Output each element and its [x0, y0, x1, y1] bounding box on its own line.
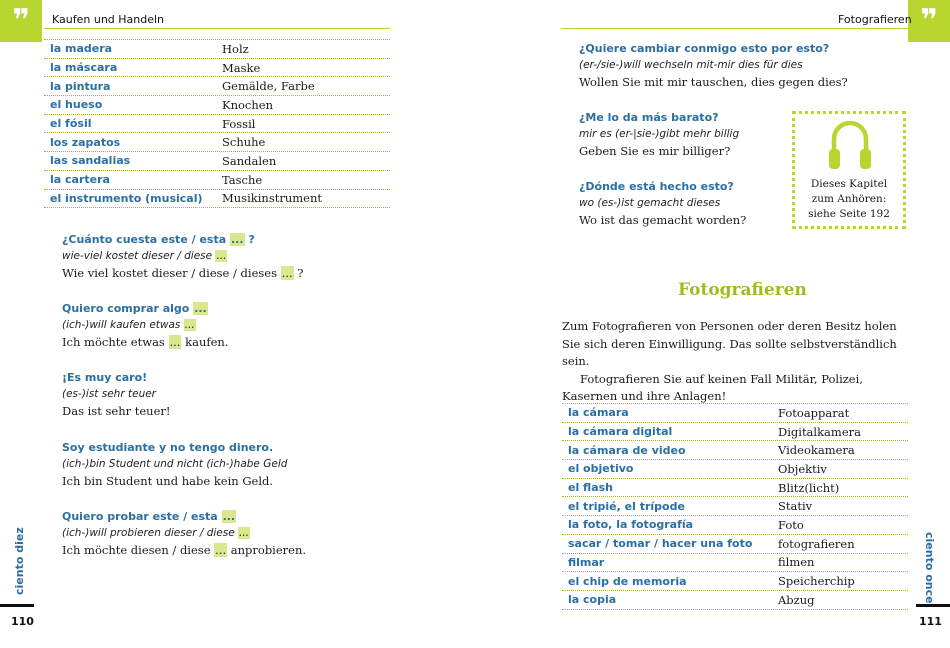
- table-row: el chip de memoria Speicherchip: [562, 572, 908, 591]
- literal-translation: wo (es-)ist gemacht dieses: [579, 197, 721, 209]
- vocab-table-right: [562, 403, 908, 610]
- running-head-right: Fotografieren: [838, 13, 912, 26]
- quote-icon: ❞: [920, 3, 938, 38]
- page-number-left: 110: [11, 615, 34, 628]
- table-row: la pintura Gemälde, Farbe: [44, 77, 390, 96]
- literal-translation: (es-)ist sehr teuer: [62, 388, 157, 400]
- table-row: la máscara Maske: [44, 59, 390, 78]
- spanish-phrase: ¿Cuánto cuesta este / esta ... ?: [62, 233, 255, 246]
- literal-translation: (ich-)will probieren dieser / diese ...: [62, 527, 250, 539]
- page-bar-right: [916, 604, 950, 607]
- table-row: el tripié, el trípode Stativ: [562, 497, 908, 516]
- phrase-block: [579, 40, 848, 91]
- table-row: la foto, la fotografía Foto: [562, 516, 908, 535]
- phrase-block: [62, 231, 303, 282]
- table-row: la cámara Fotoapparat: [562, 404, 908, 423]
- intro-text: Zum Fotografieren von Personen oder deren Besitz holen Sie sich deren Einwilligung. Das sollte selbstverständlich sein. Fotografieren Sie auf keinen Fall Militär, Polizei, Kasernen und ihre Anlagen!: [562, 319, 897, 403]
- table-row: el flash Blitz(licht): [562, 479, 908, 498]
- spanish-phrase: ¿Dónde está hecho esto?: [579, 180, 734, 193]
- spanish-phrase: Quiero comprar algo ...: [62, 302, 207, 315]
- headphones-icon: [828, 117, 872, 175]
- header-rule-left: [44, 28, 390, 29]
- spanish-phrase: ¿Me lo da más barato?: [579, 111, 719, 124]
- spanish-phrase: ¡Es muy caro!: [62, 371, 148, 384]
- quote-tab-right: [908, 0, 950, 42]
- german-translation: Das ist sehr teuer!: [62, 404, 171, 418]
- audio-callout: [792, 111, 906, 229]
- vocab-table-left: [44, 39, 390, 208]
- table-row: la copia Abzug: [562, 591, 908, 610]
- german-translation: Wollen Sie mit mir tauschen, dies gegen dies?: [579, 75, 848, 89]
- spanish-phrase: ¿Quiere cambiar conmigo esto por esto?: [579, 42, 830, 55]
- side-label-right: ciento once: [923, 532, 936, 604]
- literal-translation: mir es (er-|sie-)gibt mehr billig: [579, 128, 740, 140]
- german-translation: Ich möchte etwas ... kaufen.: [62, 335, 229, 349]
- table-row: filmar filmen: [562, 554, 908, 573]
- table-row: los zapatos Schuhe: [44, 133, 390, 152]
- table-row: el fósil Fossil: [44, 115, 390, 134]
- table-row: sacar / tomar / hacer una foto fotografieren: [562, 535, 908, 554]
- german-translation: Geben Sie es mir billiger?: [579, 144, 731, 158]
- quote-icon: ❞: [12, 3, 30, 38]
- running-head-left: Kaufen und Handeln: [52, 13, 165, 26]
- audio-callout-text: Dieses Kapitel zum Anhören: siehe Seite 192: [808, 178, 890, 220]
- literal-translation: (ich-)bin Student und nicht (ich-)habe Geld: [62, 458, 288, 470]
- section-title: Fotografieren: [678, 280, 807, 300]
- german-translation: Wie viel kostet dieser / diese / dieses ... ?: [62, 266, 304, 280]
- german-translation: Wo ist das gemacht worden?: [579, 213, 747, 227]
- header-rule-right: [561, 28, 908, 29]
- page-number-right: 111: [919, 615, 942, 628]
- table-row: la cámara de video Videokamera: [562, 441, 908, 460]
- quote-tab-left: [0, 0, 42, 42]
- table-row: el instrumento (musical) Musikinstrument: [44, 190, 390, 209]
- phrase-block: [62, 300, 228, 351]
- phrase-block: [62, 439, 287, 490]
- table-row: las sandalias Sandalen: [44, 152, 390, 171]
- table-row: la cámara digital Digitalkamera: [562, 423, 908, 442]
- phrase-block: [62, 508, 306, 559]
- table-row: la madera Holz: [44, 40, 390, 59]
- german-translation: Ich bin Student und habe kein Geld.: [62, 474, 274, 488]
- literal-translation: (ich-)will kaufen etwas ...: [62, 319, 195, 331]
- spanish-phrase: Quiero probar este / esta ...: [62, 510, 236, 523]
- literal-translation: wie-viel kostet dieser / diese ...: [62, 250, 227, 262]
- table-row: la cartera Tasche: [44, 171, 390, 190]
- spanish-phrase: Soy estudiante y no tengo dinero.: [62, 441, 274, 454]
- phrase-block: [579, 109, 739, 160]
- literal-translation: (er-/sie-)will wechseln mit-mir dies für dies: [579, 59, 803, 71]
- table-row: el objetivo Objektiv: [562, 460, 908, 479]
- side-label-left: ciento diez: [13, 527, 26, 595]
- german-translation: Ich möchte diesen / diese ... anprobieren.: [62, 543, 307, 557]
- phrase-block: [579, 178, 746, 229]
- phrase-block: [62, 369, 171, 420]
- page-bar-left: [0, 604, 34, 607]
- table-row: el hueso Knochen: [44, 96, 390, 115]
